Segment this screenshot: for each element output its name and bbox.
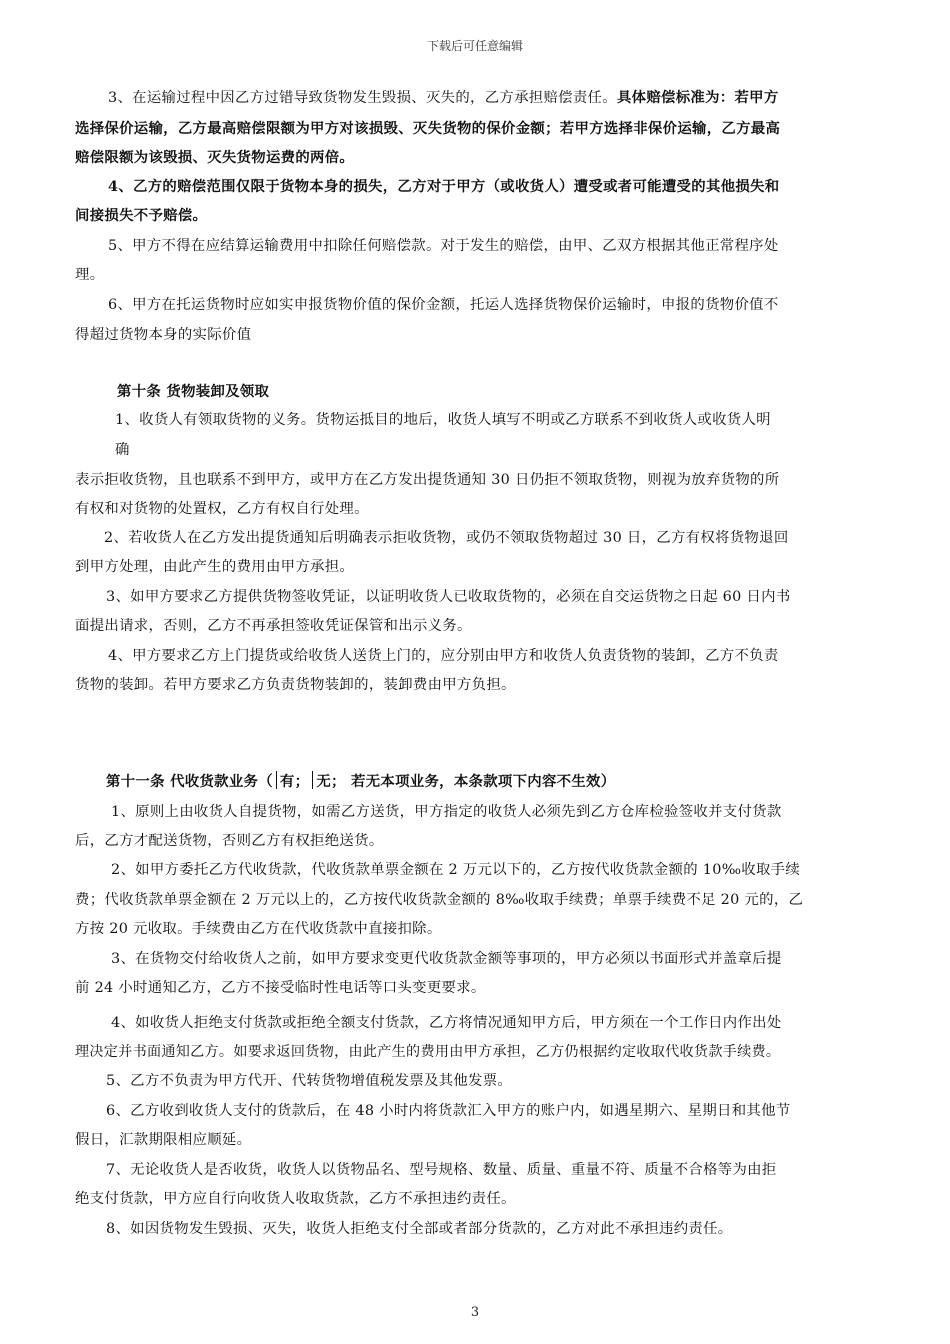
clause11-item2-line2: 费；代收货款单票金额在 2 万元以上的，乙方按代收货款金额的 8‰收取手续费；单票手续费不足 20 元的，乙 [75, 892, 804, 908]
checkbox-yes-marker [276, 771, 277, 789]
clause11-option-no: 无； 若无本项业务，本条款项下内容不生效） [316, 773, 616, 790]
clause11-title-main: 第十一条 代收货款业务（ [106, 773, 273, 790]
clause11-item7-line2: 绝支付货款，甲方应自行向收货人收取货款，乙方不承担违约责任。 [75, 1191, 516, 1207]
clause10-item1-line3: 表示拒收货物，且也联系不到甲方，或甲方在乙方发出提货通知 30 日仍拒不领取货物，则视为放弃货物的所 [75, 472, 780, 488]
clause10-item3-line1: 3、如甲方要求乙方提供货物签收凭证，以证明收货人已收取货物的，必须在自交运货物之日起 60 日内书 [106, 589, 791, 605]
clause9-item6-line2: 得超过货物本身的实际价值 [75, 327, 252, 343]
clause10-item2-line1: 2、若收货人在乙方发出提货通知后明确表示拒收货物，或仍不领取货物超过 30 日，乙方有权将货物退回 [104, 530, 789, 546]
clause9-item5-line2: 理。 [75, 267, 105, 283]
clause9-item3-line3: 赔偿限额为该毁损、灭失货物运费的两倍。 [75, 149, 355, 166]
clause9-item3-bold: 具体赔偿标准为：若甲方 [616, 89, 779, 106]
clause11-item2-line3: 方按 20 元收取。手续费由乙方在代收货款中直接扣除。 [75, 921, 442, 937]
clause11-item2-line1: 2、如甲方委托乙方代收货款，代收货款单票金额在 2 万元以下的，乙方按代收货款金额的 10‰收取手续 [111, 862, 801, 878]
clause9-item6-line1: 6、甲方在托运货物时应如实申报货物价值的保价金额，托运人选择货物保价运输时，申报的货物价值不 [108, 297, 779, 313]
clause11-item3-line2: 前 24 小时通知乙方，乙方不接受临时性电话等口头变更要求。 [75, 980, 486, 996]
clause9-item3-plain: 3、在运输过程中因乙方过错导致货物发生毁损、灭失的，乙方承担赔偿责任。 [108, 90, 617, 106]
clause11-title [106, 770, 615, 791]
clause11-item8: 8、如因货物发生毁损、灭失，收货人拒绝支付全部或者部分货款的，乙方对此不承担违约责任。 [106, 1221, 733, 1237]
clause11-item6-line1: 6、乙方收到收货人支付的货款后，在 48 小时内将货款汇入甲方的账户内，如遇星期六、星期日和其他节 [106, 1103, 791, 1119]
clause11-item7-line1: 7、无论收货人是否收货，收货人以货物品名、型号规格、数量、质量、重量不符、质量不合格等为由拒 [106, 1162, 777, 1178]
clause11-option-yes: 有； [279, 773, 310, 790]
clause11-item1-line2: 后，乙方才配送货物，否则乙方有权拒绝送货。 [75, 833, 384, 849]
checkbox-no-marker [312, 771, 313, 789]
page-number: 3 [470, 1305, 480, 1320]
clause10-item1-line2: 确 [115, 442, 130, 458]
clause10-title: 第十条 货物装卸及领取 [117, 383, 270, 400]
clause10-item1-line4: 有权和对货物的处置权，乙方有权自行处理。 [75, 501, 369, 517]
clause10-item4-line2: 货物的装卸。若甲方要求乙方负责货物装卸的，装卸费由甲方负担。 [75, 677, 516, 693]
clause11-item6-line2: 假日，汇款期限相应顺延。 [75, 1132, 252, 1148]
clause9-item3-line1 [75, 83, 880, 113]
clause11-item5: 5、乙方不负责为甲方代开、代转货物增值税发票及其他发票。 [106, 1073, 513, 1089]
clause11-item4-line2: 理决定并书面通知乙方。如要求返回货物，由此产生的费用由甲方承担，乙方仍根据约定收取代收货款手续费。 [75, 1044, 781, 1060]
clause11-item4-line1: 4、如收货人拒绝支付货款或拒绝全额支付货款，乙方将情况通知甲方后，甲方须在一个工作日内作出处 [111, 1015, 782, 1031]
clause10-item2-line2: 到甲方处理，由此产生的费用由甲方承担。 [75, 559, 355, 575]
page-header: 下载后可任意编辑 [426, 39, 523, 53]
clause10-item1-line1: 1、收货人有领取货物的义务。货物运抵目的地后，收货人填写不明或乙方联系不到收货人或收货人明 [115, 412, 771, 428]
clause9-item4-line2: 间接损失不予赔偿。 [75, 207, 208, 224]
clause11-item3-line1: 3、在货物交付给收货人之前，如甲方要求变更代收货款金额等事项的，甲方必须以书面形式并盖章后提 [111, 951, 782, 967]
clause9-item5-line1: 5、甲方不得在应结算运输费用中扣除任何赔偿款。对于发生的赔偿，由甲、乙双方根据其他正常程序处 [108, 238, 779, 254]
clause9-item4-line1: 4、乙方的赔偿范围仅限于货物本身的损失，乙方对于甲方（或收货人）遭受或者可能遭受的其他损失和 [108, 178, 780, 195]
clause11-item1-line1: 1、原则上由收货人自提货物，如需乙方送货，甲方指定的收货人必须先到乙方仓库检验签收并支付货款 [111, 804, 782, 820]
clause10-item3-line2: 面提出请求，否则，乙方不再承担签收凭证保管和出示义务。 [75, 618, 472, 634]
clause9-item3-line2: 选择保价运输，乙方最高赔偿限额为甲方对该损毁、灭失货物的保价金额；若甲方选择非保价运输，乙方最高 [75, 120, 781, 137]
clause10-item4-line1: 4、甲方要求乙方上门提货或给收货人送货上门的，应分别由甲方和收货人负责货物的装卸，乙方不负责 [108, 648, 779, 664]
